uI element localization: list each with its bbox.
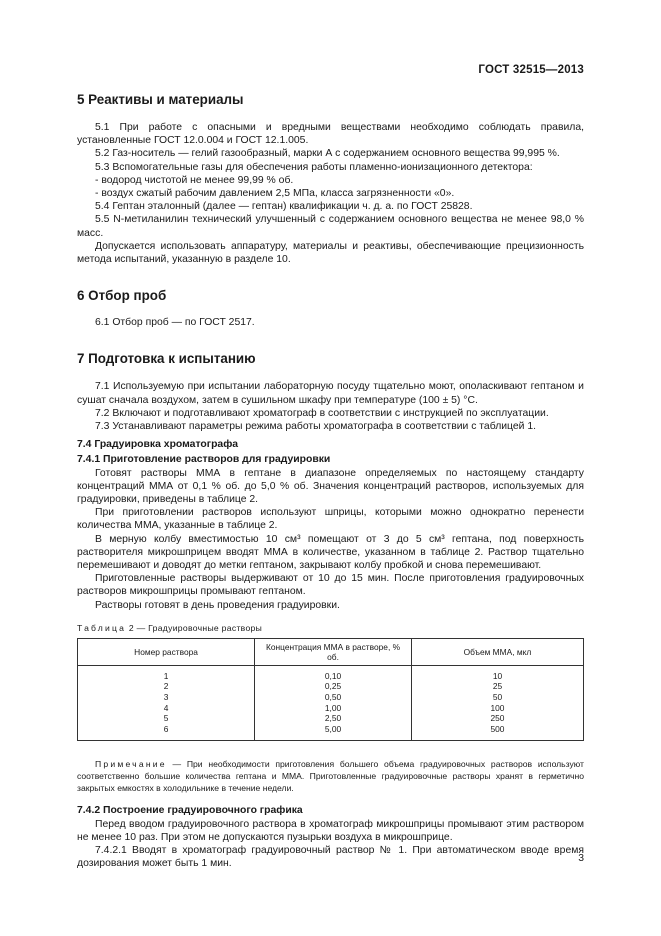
standard-header: ГОСТ 32515—2013 xyxy=(478,64,584,76)
para-7-4-2-1: 7.4.2.1 Вводят в хроматограф градуировочный раствор № 1. При автоматическом вводе время дозирования может быть 1 мин. xyxy=(77,845,584,870)
table-2-caption xyxy=(77,622,584,634)
table-2-caption-title: 2 — Градуировочные растворы xyxy=(128,622,263,633)
para-5-4: 5.4 Гептан эталонный (далее — гептан) квалификации ч. д. а. по ГОСТ 25828. xyxy=(95,201,473,213)
para-7-4-1-b: При приготовлении растворов используют шприцы, которыми можно однократно перенести количества ММА, указанные в таблице 2. xyxy=(77,507,584,532)
subsection-7-4-2-title: 7.4.2 Построение градуировочного графика xyxy=(77,805,303,817)
volume-column xyxy=(411,665,583,741)
table-cell: 0,50 xyxy=(324,692,342,703)
table-cell: 10 xyxy=(492,670,503,681)
header-solution-number: Номер раствора xyxy=(78,638,255,665)
note-text xyxy=(77,758,584,794)
para-7-3: 7.3 Устанавливают параметры режима работы хроматографа в соответствии с таблицей 1. xyxy=(95,421,537,433)
header-mma-concentration: Концентрация ММА в растворе, % об. xyxy=(255,638,412,665)
table-cell: 50 xyxy=(492,692,503,703)
page-number: 3 xyxy=(578,853,584,864)
para-6-1: 6.1 Отбор проб — по ГОСТ 2517. xyxy=(95,317,255,329)
para-7-4-1-d: Приготовленные растворы выдерживают от 10 до 15 мин. После приготовления градуировочных растворов микрошприцы промывают гептаном. xyxy=(77,573,584,598)
table-cell: 1 xyxy=(163,670,169,681)
table-2-caption-word: Таблица xyxy=(77,622,127,633)
main-content xyxy=(77,92,584,870)
solution-number-column xyxy=(78,665,255,741)
header-mma-volume: Объем ММА, мкл xyxy=(411,638,583,665)
table-cell: 500 xyxy=(490,723,505,734)
para-7-4-1-c: В мерную колбу вместимостью 10 см³ помещают от 3 до 5 см³ гептана, под поверхность растворителя микрошприцем вводят ММА в количестве, указанном в таблице 2. Раствор тщательно перемешивают и доводят до метки гептаном, закрывают колбу пробкой и снова перемешивают. xyxy=(77,533,584,572)
calibration-solutions-table xyxy=(77,638,584,742)
table-cell: 250 xyxy=(490,713,505,724)
subsection-7-4-title: 7.4 Градуировка хроматографа xyxy=(77,439,239,451)
para-7-1: 7.1 Используемую при испытании лабораторную посуду тщательно моют, ополаскивают гептаном и сушат сначала воздухом, затем в сушильном шкафу при температуре (100 ± 5) °С. xyxy=(77,381,584,406)
para-7-4-1-a: Готовят растворы ММА в гептане в диапазоне определяемых по настоящему стандарту концентраций ММА от 0,1 % об. до 5,0 % об. Значения концентраций растворов, используемых для градуировки, приведены в таблице 2. xyxy=(77,467,584,506)
note-label: Примечание xyxy=(95,759,167,770)
note-body: — При необходимости приготовления большего объема градуировочных растворов используют соответственно большие количества гептана и ММА. Приготовленные градуировочные растворы хранят в герметично закрытых емкостях в холодильнике в течение недели. xyxy=(77,759,584,794)
table-cell: 2 xyxy=(163,681,169,692)
section-7-title: 7 Подготовка к испытанию xyxy=(77,351,256,367)
para-5-1: 5.1 При работе с опасными и вредными веществами необходимо соблюдать правила, установленные ГОСТ 12.0.004 и ГОСТ 12.1.005. xyxy=(77,122,584,147)
para-5-2: 5.2 Газ-носитель — гелий газообразный, марки А с содержанием основного вещества 99,995 %. xyxy=(95,148,560,160)
para-5-3-item-air: - воздух сжатый рабочим давлением 2,5 МПа, класса загрязненности «0». xyxy=(95,188,455,200)
para-7-4-1-e: Растворы готовят в день проведения градуировки. xyxy=(95,599,340,611)
table-note xyxy=(77,758,584,794)
table-cell: 2,50 xyxy=(324,713,342,724)
table-cell: 0,25 xyxy=(324,681,342,692)
table-cell: 4 xyxy=(163,702,169,713)
table-cell: 0,10 xyxy=(324,670,342,681)
table-cell: 100 xyxy=(490,702,505,713)
section-5-title: 5 Реактивы и материалы xyxy=(77,92,244,107)
table-cell: 25 xyxy=(492,681,503,692)
section-6-title: 6 Отбор проб xyxy=(77,288,167,304)
table-cell: 5,00 xyxy=(324,723,342,734)
concentration-column xyxy=(255,665,412,741)
para-7-2: 7.2 Включают и подготавливают хроматограф в соответствии с инструкцией по эксплуатации. xyxy=(95,407,549,419)
table-cell: 6 xyxy=(163,723,169,734)
table-cell: 1,00 xyxy=(324,702,342,713)
table-header-row xyxy=(78,638,584,665)
table-cell: 5 xyxy=(163,713,169,724)
para-7-4-2-a: Перед вводом градуировочного раствора в хроматограф микрошприцы промывают этим раствором не менее 10 раз. При этом не допускаются пузырьки воздуха в микрошприце. xyxy=(77,818,584,843)
para-5-allowance: Допускается использовать аппаратуру, материалы и реактивы, обеспечивающие прецизионность метода испытаний, указанную в разделе 10. xyxy=(77,240,584,266)
para-5-5: 5.5 N-метиланилин технический улучшенный с содержанием основного вещества не менее 98,0 % масс. xyxy=(77,214,584,239)
para-5-3-item-hydrogen: - водород чистотой не менее 99,99 % об. xyxy=(95,174,294,186)
subsection-7-4-1-title: 7.4.1 Приготовление растворов для градуировки xyxy=(77,454,331,466)
table-cell: 3 xyxy=(163,692,169,703)
para-5-3: 5.3 Вспомогательные газы для обеспечения работы пламенно-ионизационного детектора: xyxy=(95,161,533,173)
table-row xyxy=(78,665,584,741)
